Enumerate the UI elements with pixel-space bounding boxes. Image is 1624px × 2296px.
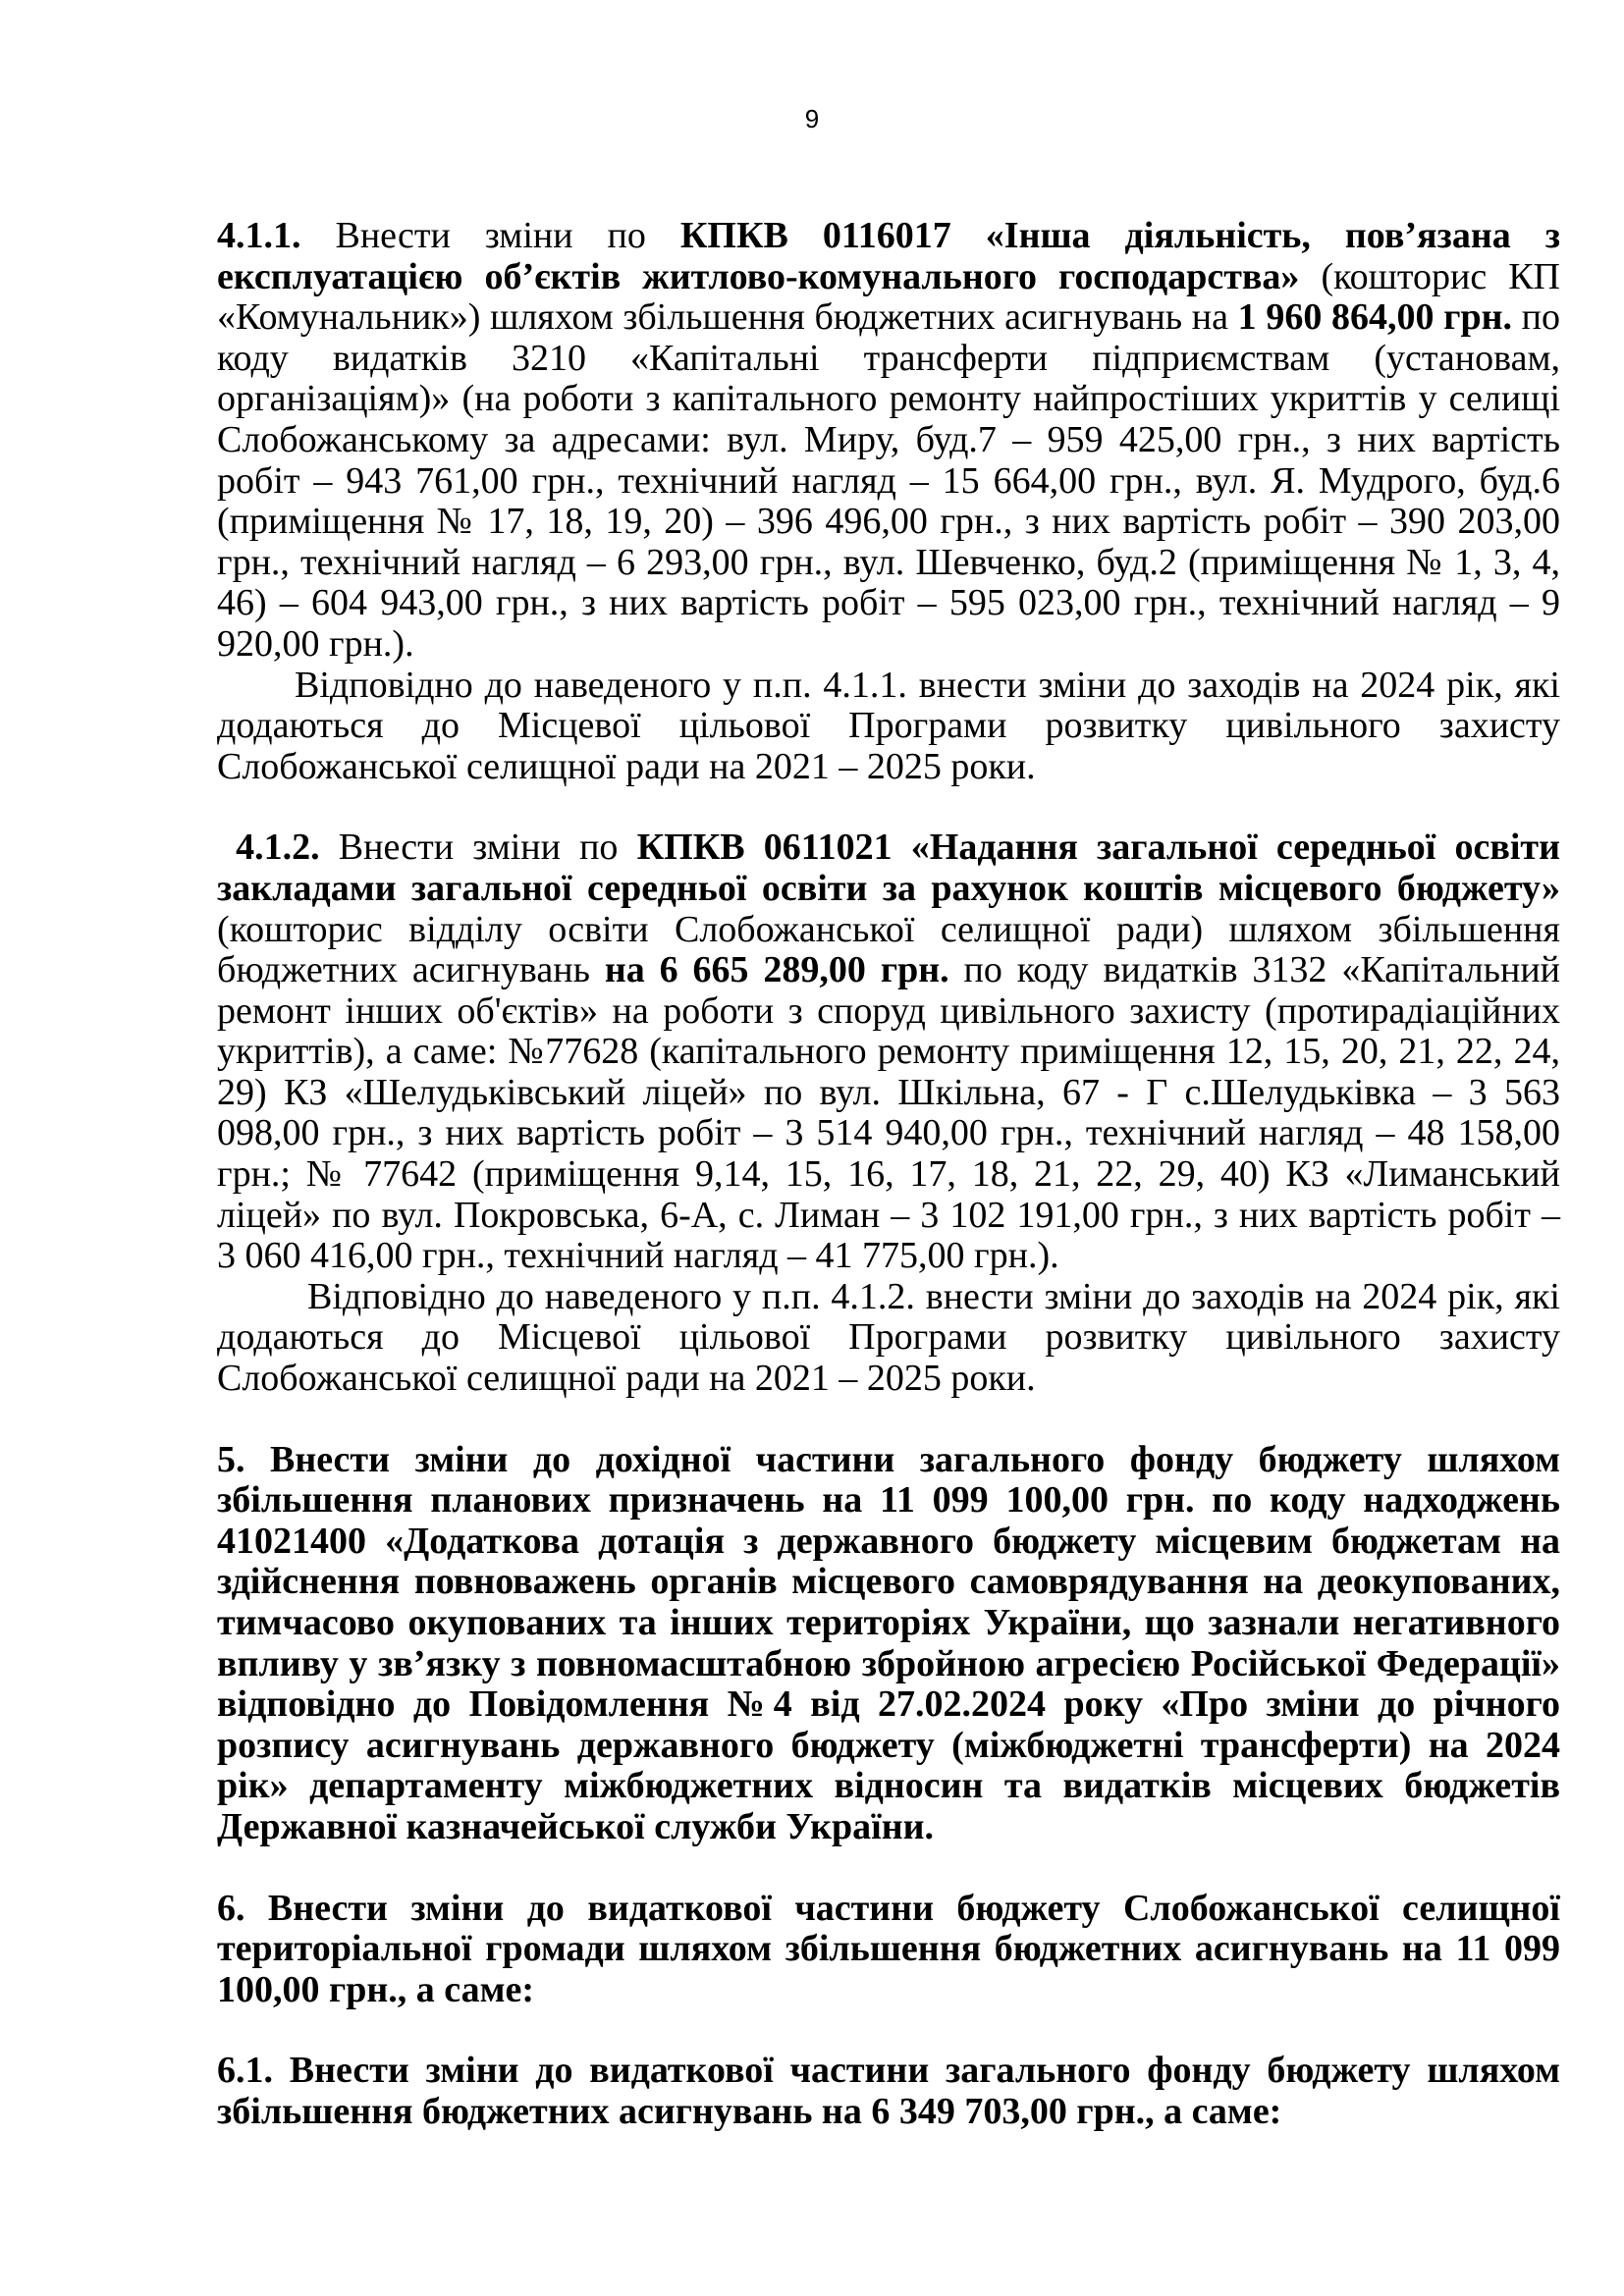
section-5: 5. Внести зміни до дохідної частини загального фонду бюджету шляхом збільшення планових призначень на 11 099 100,00 грн. по коду надходжень 41021400 «Додаткова дотація з державного бюджету місцевим бюджетам на здійснення повноважень органів місцевого самоврядування на деокупованих, тимчасово окупованих та інших територіях України, що зазнали негативного впливу у зв’язку з повномасштабною збройною агресією Російської Федерації» відповідно до Повідомлення №4 від 27.02.2024 року «Про зміни до річного розпису асигнувань державного бюджету (міжбюджетні трансферти) на 2024 рік» департаменту міжбюджетних відносин та видатків місцевих бюджетів Державної казначейської служби України. — [217, 1438, 1560, 1847]
section-6-1: 6.1. Внести зміни до видаткової частини загального фонду бюджету шляхом збільшення бюджетних асигнувань на 6 349 703,00 грн., а саме: — [217, 2050, 1560, 2132]
item-number: 4.1.2. — [236, 827, 320, 869]
item-number: 4.1.1. — [217, 215, 301, 256]
amount: на 6 665 289,00 грн. — [604, 949, 949, 991]
section-6: 6. Внести зміни до видаткової частини бюджету Слобожанської селищної територіальної громади шляхом збільшення бюджетних асигнувань на 11 099 100,00 грн., а саме: — [217, 1887, 1560, 2010]
amount: 1 960 864,00 грн. — [1237, 296, 1512, 339]
paragraph-4-1-2-note: Відповідно до наведеного у п.п. 4.1.2. внести зміни до заходів на 2024 рік, які додаються до Місцевої цільової Програми розвитку цивільного захисту Слобожанської селищної ради на 2021 – 2025 роки. — [217, 1275, 1560, 1400]
kpkv-title: КПКВ 0116017 «Інша діяльність, пов’язана з експлуатацією об’єктів житлово-комунального господарства» — [217, 215, 1560, 297]
kpkv-title: КПКВ 0611021 «Надання загальної середньої освіти закладами загальної середньої освіти за рахунок коштів місцевого бюджету» — [217, 827, 1560, 909]
page-number: 9 — [804, 104, 820, 133]
document-body — [217, 216, 1560, 2133]
paragraph-4-1-2: 4.1.2. Внести зміни по КПКВ 0611021 «Надання загальної середньої освіти закладами загальної середньої освіти за рахунок коштів місцевого бюджету» (кошторис відділу освіти Слобожанської селищної ради) шляхом збільшення бюджетних асигнувань на 6 665 289,00 грн. по коду видатків 3132 «Капітальний ремонт інших об'єктів» на роботи з споруд цивільного захисту (протирадіаційних укриттів), а саме: №77628 (капітального ремонту приміщення 12, 15, 20, 21, 22, 24, 29) КЗ «Шелудьківський ліцей» по вул. Шкільна, 67 - Г с.Шелудьківка – 3 563 098,00 грн., з них вартість робіт – 3 514 940,00 грн., технічний нагляд – 48 158,00 грн.; № 77642 (приміщення 9,14, 15, 16, 17, 18, 21, 22, 29, 40) КЗ «Лиманський ліцей» по вул. Покровська, 6-А, с. Лиман – 3 102 191,00 грн., з них вартість робіт – 3 060 416,00 грн., технічний нагляд – 41 775,00 грн.). — [217, 827, 1560, 1277]
paragraph-4-1-1-note: Відповідно до наведеного у п.п. 4.1.1. внести зміни до заходів на 2024 рік, які додаються до Місцевої цільової Програми розвитку цивільного захисту Слобожанської селищної ради на 2021 – 2025 роки. — [217, 664, 1560, 787]
paragraph-4-1-1: 4.1.1. Внести зміни по КПКВ 0116017 «Інша діяльність, пов’язана з експлуатацією об’єктів житлово-комунального господарства» (кошторис КП «Комунальник») шляхом збільшення бюджетних асигнувань на 1 960 864,00 грн. по коду видатків 3210 «Капітальні трансферти підприємствам (установам, організаціям)» (на роботи з капітального ремонту найпростіших укриттів у селищі Слобожанському за адресами: вул. Миру, буд.7 – 959 425,00 грн., з них вартість робіт – 943 761,00 грн., технічний нагляд – 15 664,00 грн., вул. Я. Мудрого, буд.6 (приміщення № 17, 18, 19, 20) – 396 496,00 грн., з них вартість робіт – 390 203,00 грн., технічний нагляд – 6 293,00 грн., вул. Шевченко, буд.2 (приміщення № 1, 3, 4, 46) – 604 943,00 грн., з них вартість робіт – 595 023,00 грн., технічний нагляд – 9 920,00 грн.). — [217, 215, 1560, 665]
